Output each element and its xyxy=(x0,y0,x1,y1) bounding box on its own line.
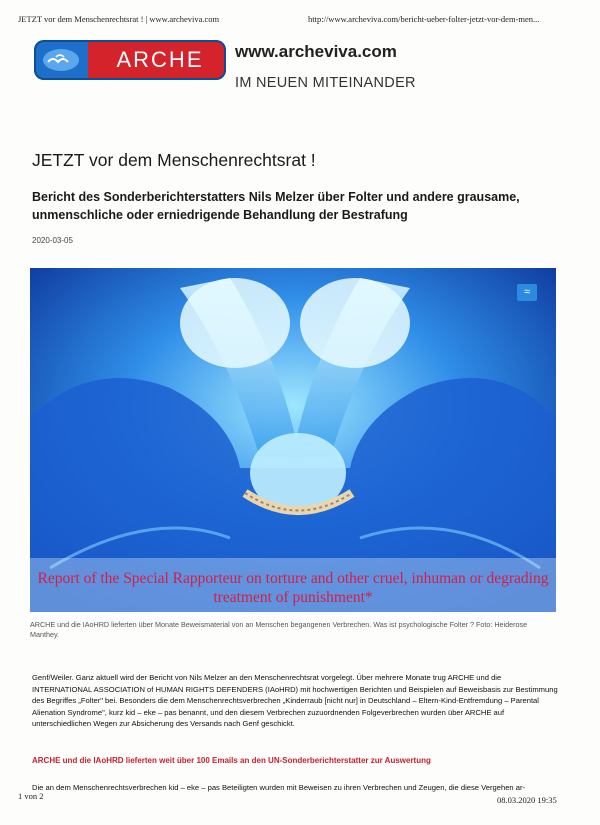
article-photo xyxy=(30,268,556,612)
page-number: 1 von 2 xyxy=(18,791,44,801)
continuation-line: Die an dem Menschenrechtsverbrechen kid – eke – pas Beteiligten wurden mit Beweisen zu ihren Verbrechen und Zeugen, die diese Vergehen ar- xyxy=(32,783,526,792)
article-paragraph: Genf/Weiler. Ganz aktuell wird der Bericht von Nils Melzer an den Menschenrechtsrat vorgelegt. Über mehrere Monate trug ARCHE und die INTERNATIONAL ASSOCIATION of HUMAN RIGHTS DEFENDERS (IAoHRD) mit hochwertigen Berichten und Beispielen auf Beweisbasis zur Bestimmung des Begriffes „Folter" bei. Besonders die dem Menschenrechtsverbrechen „Kinderraub [nicht nur] in Deutschland – Eltern-Kind-Entfremdung – Parental Alienation Syndrome", kurz kid – eke – pas benannt, und den diesem Verbrechen zuzuordnenden Folgeverbrechen wurden über ARCHE auf unterschiedlichen Wegen zur Absicherung des Versands nach Genf geschickt. xyxy=(32,673,558,728)
publish-date: 2020-03-05 xyxy=(32,236,73,245)
birds-icon xyxy=(42,48,80,72)
article-title: JETZT vor dem Menschenrechtsrat ! xyxy=(32,150,316,170)
site-url[interactable]: www.archeviva.com xyxy=(235,42,397,61)
article-subtitle: Bericht des Sonderberichterstatters Nils Melzer über Folter und andere grausame, unmenschliche oder erniedrigende Behandlung der Bestrafung xyxy=(32,190,520,222)
highlight-line: ARCHE und die IAoHRD lieferten weit über 100 Emails an den UN-Sonderberichterstatter zur Auswertung xyxy=(32,756,431,765)
photo-overlay-caption: Report of the Special Rapporteur on torture and other cruel, inhuman or degrading treatment of punishment* xyxy=(37,570,549,606)
image-expand-icon[interactable]: ≈ xyxy=(517,284,537,301)
print-timestamp: 08.03.2020 19:35 xyxy=(497,795,557,805)
print-header-url: http://www.archeviva.com/bericht-ueber-folter-jetzt-vor-dem-men... xyxy=(308,14,540,24)
arche-logo[interactable] xyxy=(34,40,226,80)
photo-credit: ARCHE und die IAoHRD lieferten über Monate Beweismaterial von an Menschen begangenen Verbrechen. Was ist psychologische Folter ? Foto: Heiderose Manthey. xyxy=(30,620,528,639)
site-tagline: IM NEUEN MITEINANDER xyxy=(235,75,416,91)
logo-wordmark: ARCHE xyxy=(116,47,204,72)
print-header-left: JETZT vor dem Menschenrechtsrat ! | www.archeviva.com xyxy=(18,14,220,24)
